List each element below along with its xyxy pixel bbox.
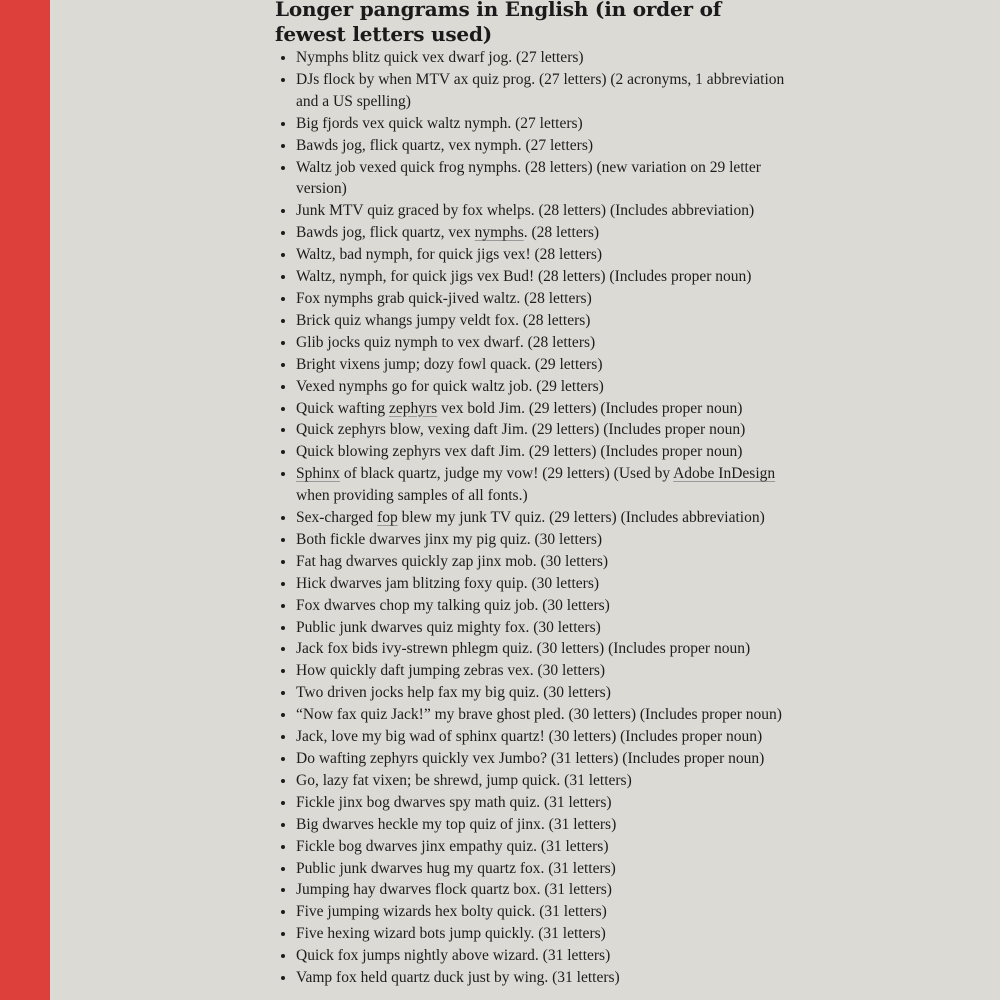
list-item-text: Quick wafting (296, 399, 389, 417)
list-item (296, 660, 785, 682)
list-item-text: Quick fox jumps nightly above wizard. (31 letters) (296, 947, 611, 965)
list-item-text: Quick blowing zephyrs vex daft Jim. (29 letters) (Includes proper noun) (296, 443, 743, 461)
list-item-text: Bawds jog, flick quartz, vex (296, 224, 475, 242)
list-item-text: Quick zephyrs blow, vexing daft Jim. (29 letters) (Includes proper noun) (296, 421, 746, 439)
wiki-link[interactable]: Sphinx (296, 465, 340, 483)
list-item-text: DJs flock by when MTV ax quiz prog. (27 letters) (2 acronyms, 1 abbreviation and a US spelling) (296, 70, 785, 110)
list-item-text: Big fjords vex quick waltz nymph. (27 letters) (296, 114, 583, 132)
list-item-text: Vexed nymphs go for quick waltz job. (29 letters) (296, 377, 604, 395)
wiki-link[interactable]: nymphs (474, 224, 524, 242)
pangram-list (275, 47, 785, 989)
list-item-text: Fox nymphs grab quick-jived waltz. (28 letters) (296, 289, 592, 307)
list-item (296, 704, 785, 726)
wiki-link[interactable]: zephyrs (388, 399, 438, 417)
list-item-text: Bright vixens jump; dozy fowl quack. (29 letters) (296, 355, 603, 373)
list-item-text: Both fickle dwarves jinx my pig quiz. (30 letters) (296, 530, 603, 548)
list-item (296, 814, 785, 836)
list-item-text: Waltz, nymph, for quick jigs vex Bud! (28 letters) (Includes proper noun) (296, 268, 752, 286)
list-item (296, 398, 785, 420)
list-item-text: Waltz job vexed quick frog nymphs. (28 letters) (new variation on 29 letter version) (296, 158, 761, 198)
list-item-text: Go, lazy fat vixen; be shrewd, jump quick. (31 letters) (296, 771, 632, 789)
list-item-text: Fox dwarves chop my talking quiz job. (30 letters) (296, 596, 610, 614)
list-item (296, 200, 785, 222)
list-item (296, 376, 785, 398)
list-item (296, 879, 785, 901)
list-item (296, 551, 785, 573)
list-item-text: Hick dwarves jam blitzing foxy quip. (30 letters) (296, 574, 600, 592)
list-item (296, 858, 785, 880)
list-item (296, 244, 785, 266)
list-item (296, 967, 785, 989)
list-item (296, 836, 785, 858)
list-item (296, 923, 785, 945)
list-item (296, 135, 785, 157)
list-item-text: Vamp fox held quartz duck just by wing. (31 letters) (296, 969, 620, 987)
list-item (296, 529, 785, 551)
list-item (296, 638, 785, 660)
list-item (296, 310, 785, 332)
list-item (296, 222, 785, 244)
list-item (296, 770, 785, 792)
wiki-link[interactable]: Adobe InDesign (673, 465, 776, 483)
list-item (296, 507, 785, 529)
list-item (296, 945, 785, 967)
list-item-text: when providing samples of all fonts.) (296, 487, 528, 505)
list-item-text: How quickly daft jumping zebras vex. (30 letters) (296, 662, 606, 680)
list-item (296, 113, 785, 135)
list-item-text: Jumping hay dwarves flock quartz box. (31 letters) (296, 881, 612, 899)
list-item-text: vex bold Jim. (29 letters) (Includes proper noun) (437, 399, 743, 417)
list-item-text: Public junk dwarves quiz mighty fox. (30 letters) (296, 618, 601, 636)
list-item (296, 157, 785, 201)
list-item-text: Big dwarves heckle my top quiz of jinx. (31 letters) (296, 815, 617, 833)
list-item (296, 463, 785, 507)
list-item (296, 682, 785, 704)
list-item (296, 573, 785, 595)
list-item (296, 726, 785, 748)
list-item (296, 47, 785, 69)
list-item-text: Waltz, bad nymph, for quick jigs vex! (28 letters) (296, 246, 603, 264)
list-item-text: Junk MTV quiz graced by fox whelps. (28 letters) (Includes abbreviation) (296, 202, 755, 220)
article-content (275, 0, 785, 989)
list-item (296, 617, 785, 639)
list-item-text: Glib jocks quiz nymph to vex dwarf. (28 letters) (296, 333, 596, 351)
list-item (296, 354, 785, 376)
list-item-text: Nymphs blitz quick vex dwarf jog. (27 letters) (296, 49, 584, 66)
list-item-text: Five hexing wizard bots jump quickly. (31 letters) (296, 925, 606, 943)
list-item (296, 792, 785, 814)
list-item-text: Do wafting zephyrs quickly vex Jumbo? (31 letters) (Includes proper noun) (296, 750, 765, 767)
list-item-text: of black quartz, judge my vow! (29 letters) (Used by (339, 465, 674, 483)
list-item (296, 332, 785, 354)
sidebar-accent-bar (0, 0, 50, 1000)
list-item (296, 288, 785, 310)
list-item-text: Sex-charged (296, 509, 378, 527)
list-item (296, 69, 785, 113)
list-item-text: Fickle bog dwarves jinx empathy quiz. (31 letters) (296, 837, 609, 855)
list-item-text: Bawds jog, flick quartz, vex nymph. (27 letters) (296, 136, 594, 154)
list-item-text: Brick quiz whangs jumpy veldt fox. (28 letters) (296, 311, 591, 329)
list-item (296, 441, 785, 463)
list-item-text: Fickle jinx bog dwarves spy math quiz. (31 letters) (296, 793, 612, 811)
list-item-text: Jack fox bids ivy-strewn phlegm quiz. (30 letters) (Includes proper noun) (296, 640, 751, 658)
list-item-text: blew my junk TV quiz. (29 letters) (Includes abbreviation) (397, 509, 765, 527)
wiki-link[interactable]: fop (377, 509, 398, 527)
section-heading: Longer pangrams in English (in order of fewest letters used) (275, 0, 722, 46)
list-item-text: Fat hag dwarves quickly zap jinx mob. (30 letters) (296, 552, 609, 570)
list-item-text: Public junk dwarves hug my quartz fox. (31 letters) (296, 859, 616, 877)
list-item-text: Jack, love my big wad of sphinx quartz! (30 letters) (Includes proper noun) (296, 728, 763, 746)
list-item (296, 748, 785, 770)
list-item-text: . (28 letters) (523, 224, 600, 242)
list-item-text: Two driven jocks help fax my big quiz. (30 letters) (296, 684, 611, 702)
list-item (296, 595, 785, 617)
list-item (296, 901, 785, 923)
list-item-text: Five jumping wizards hex bolty quick. (31 letters) (296, 903, 607, 921)
list-item-text: “Now fax quiz Jack!” my brave ghost pled. (30 letters) (Includes proper noun) (296, 706, 782, 724)
list-item (296, 419, 785, 441)
list-item (296, 266, 785, 288)
